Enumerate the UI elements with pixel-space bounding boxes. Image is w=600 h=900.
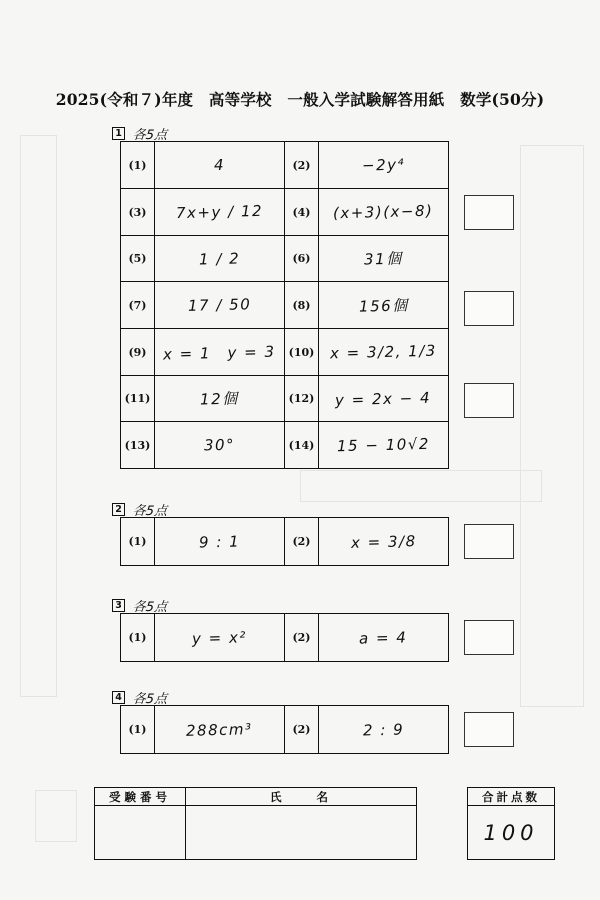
answer-field[interactable] [319, 518, 449, 566]
handwritten-answer: −2y⁴ [361, 155, 406, 175]
answer-row [121, 142, 449, 189]
handwritten-answer: y = 2x − 4 [335, 388, 432, 409]
question-number: (1) [121, 142, 155, 189]
handwritten-answer: a = 4 [359, 627, 408, 648]
handwritten-answer: 9 : 1 [198, 531, 241, 552]
question-number: (2) [285, 614, 319, 662]
answer-field[interactable] [319, 329, 449, 376]
handwritten-answer: 156個 [358, 295, 409, 316]
question-number: (11) [121, 376, 155, 422]
subtotal-score-box[interactable] [464, 383, 514, 418]
answer-row [121, 376, 449, 422]
question-number: (7) [121, 282, 155, 329]
handwritten-answer: 2 : 9 [362, 719, 405, 740]
handwritten-answer: x = 3/2, 1/3 [329, 341, 438, 363]
subtotal-score-box[interactable] [464, 712, 514, 747]
handwritten-answer: x = 3/8 [350, 531, 417, 552]
section-points-note: 各5点 [132, 600, 168, 615]
handwritten-answer: (x+3)(x−8) [333, 201, 434, 223]
handwritten-answer: 31個 [363, 249, 404, 269]
show-through-box [300, 470, 542, 502]
handwritten-answer: 30° [203, 435, 236, 455]
handwritten-answer: 4 [213, 155, 226, 175]
section-3-answer-table [120, 613, 449, 662]
total-score-table [467, 787, 555, 860]
answer-field[interactable] [155, 422, 285, 469]
handwritten-answer: 1 / 2 [198, 248, 241, 269]
answer-field[interactable] [319, 282, 449, 329]
section-points-note: 各5点 [132, 692, 168, 707]
page-title: 2025(令和７)年度 高等学校 一般入学試験解答用紙 数学(50分) [55, 90, 545, 109]
handwritten-answer: 15 − 10√2 [336, 434, 431, 456]
answer-field[interactable] [319, 614, 449, 662]
answer-field[interactable] [319, 236, 449, 282]
answer-field[interactable] [319, 189, 449, 236]
answer-field[interactable] [155, 189, 285, 236]
section-2-answer-table [120, 517, 449, 566]
subtotal-score-box[interactable] [464, 291, 514, 326]
answer-row [121, 614, 449, 662]
question-number: (14) [285, 422, 319, 469]
exam-number-field[interactable] [95, 806, 186, 860]
section-points-note: 各5点 [132, 128, 168, 143]
answer-field[interactable] [319, 142, 449, 189]
question-number: (9) [121, 329, 155, 376]
answer-field[interactable] [155, 518, 285, 566]
question-number: (2) [285, 706, 319, 754]
exam-number-header: 受験番号 [95, 788, 186, 806]
section-number: 3 [112, 599, 125, 612]
answer-row [121, 422, 449, 469]
question-number: (13) [121, 422, 155, 469]
handwritten-answer: y = x² [191, 627, 248, 648]
show-through-column [520, 145, 584, 707]
handwritten-answer: 12個 [199, 389, 240, 409]
question-number: (1) [121, 706, 155, 754]
question-number: (3) [121, 189, 155, 236]
question-number: (5) [121, 236, 155, 282]
question-number: (2) [285, 518, 319, 566]
section-number: 2 [112, 503, 125, 516]
question-number: (6) [285, 236, 319, 282]
answer-field[interactable] [155, 614, 285, 662]
answer-field[interactable] [155, 142, 285, 189]
answer-field[interactable] [155, 282, 285, 329]
question-number: (1) [121, 518, 155, 566]
examinee-info-table [94, 787, 417, 860]
show-through-box [35, 790, 77, 842]
answer-field[interactable] [319, 376, 449, 422]
question-number: (1) [121, 614, 155, 662]
answer-field[interactable] [319, 422, 449, 469]
question-number: (8) [285, 282, 319, 329]
name-header: 氏 名 [186, 788, 417, 806]
handwritten-answer: x = 1 y = 3 [163, 342, 277, 363]
answer-field[interactable] [155, 329, 285, 376]
subtotal-score-box[interactable] [464, 620, 514, 655]
total-score-header: 合計点数 [468, 788, 555, 806]
answer-row [121, 236, 449, 282]
name-field[interactable] [186, 806, 417, 860]
subtotal-score-box[interactable] [464, 195, 514, 230]
handwritten-answer: 17 / 50 [187, 295, 252, 315]
answer-row [121, 518, 449, 566]
answer-row [121, 706, 449, 754]
subtotal-score-box[interactable] [464, 524, 514, 559]
section-number: 1 [112, 127, 125, 140]
section-4-answer-table [120, 705, 449, 754]
answer-row [121, 282, 449, 329]
question-number: (10) [285, 329, 319, 376]
answer-row [121, 189, 449, 236]
handwritten-answer: 7x+y / 12 [175, 201, 264, 223]
handwritten-answer: 288cm³ [186, 719, 253, 740]
section-number: 4 [112, 691, 125, 704]
section-1-answer-table [120, 141, 449, 469]
section-points-note: 各5点 [132, 504, 168, 519]
question-number: (4) [285, 189, 319, 236]
total-score-field[interactable]: 100 [468, 806, 555, 860]
question-number: (2) [285, 142, 319, 189]
show-through-column [20, 135, 57, 697]
answer-field[interactable] [155, 236, 285, 282]
answer-field[interactable] [155, 376, 285, 422]
answer-field[interactable] [155, 706, 285, 754]
answer-row [121, 329, 449, 376]
question-number: (12) [285, 376, 319, 422]
answer-field[interactable] [319, 706, 449, 754]
